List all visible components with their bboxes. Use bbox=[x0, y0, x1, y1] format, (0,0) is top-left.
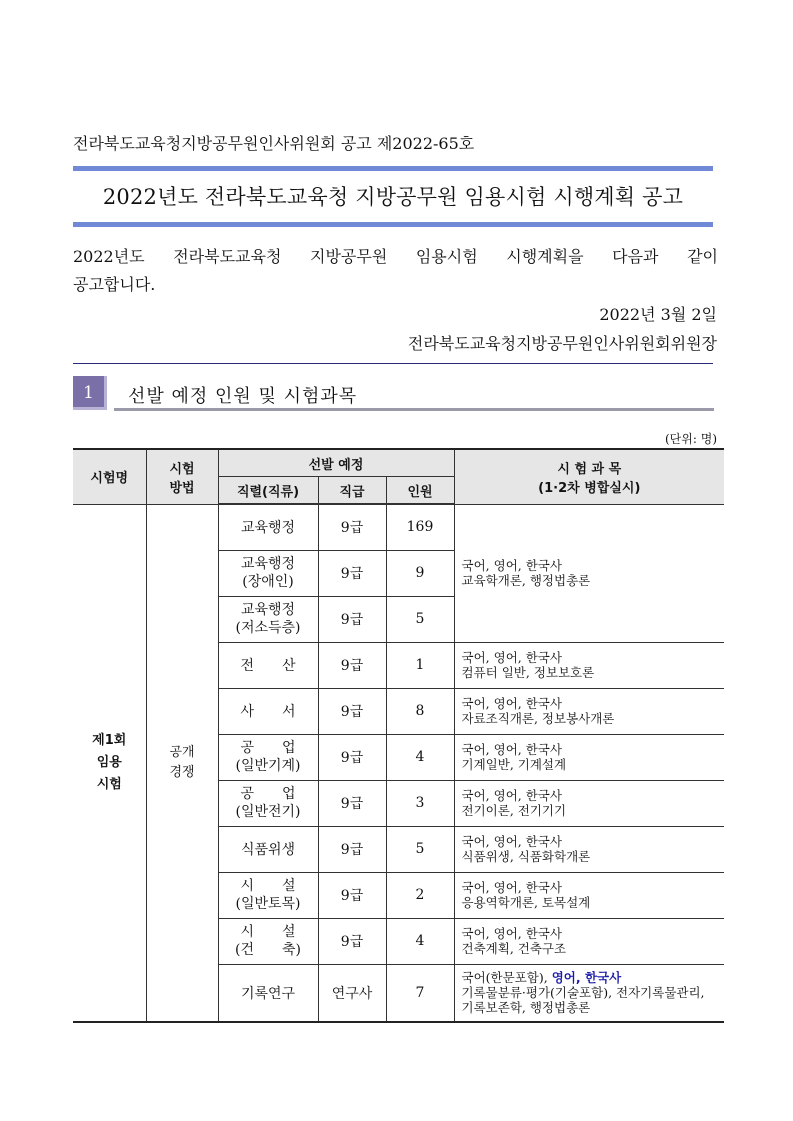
header-method: 시험 방법 bbox=[146, 449, 218, 504]
subjects-cell: 국어, 영어, 한국사 기계일반, 기계설계 bbox=[454, 734, 724, 780]
section-separator bbox=[73, 363, 713, 364]
section-rule bbox=[114, 408, 714, 411]
section-number: 1 bbox=[73, 376, 107, 410]
header-planned: 선발 예정 bbox=[218, 449, 454, 477]
position-cell: 교육행정 bbox=[218, 504, 318, 550]
grade-cell: 9급 bbox=[318, 642, 386, 688]
count-cell: 4 bbox=[386, 918, 454, 964]
subjects-cell: 국어(한문포함), 영어, 한국사 기록물분류·평가(기술포함), 전자기록물관리, 기록보존학, 행정법총론 bbox=[454, 964, 724, 1022]
grade-cell: 연구사 bbox=[318, 964, 386, 1022]
count-cell: 169 bbox=[386, 504, 454, 550]
subjects-cell: 국어, 영어, 한국사 컴퓨터 일반, 정보보호론 bbox=[454, 642, 724, 688]
count-cell: 9 bbox=[386, 550, 454, 596]
position-cell: 교육행정 (장애인) bbox=[218, 550, 318, 596]
grade-cell: 9급 bbox=[318, 550, 386, 596]
count-cell: 1 bbox=[386, 642, 454, 688]
grade-cell: 9급 bbox=[318, 872, 386, 918]
grade-cell: 9급 bbox=[318, 596, 386, 642]
position-cell: 공 업 (일반기계) bbox=[218, 734, 318, 780]
grade-cell: 9급 bbox=[318, 780, 386, 826]
intro-line-1: 2022년도 전라북도교육청 지방공무원 임용시험 시행계획을 다음과 같이 bbox=[73, 247, 718, 266]
title-bottom-rule bbox=[73, 222, 713, 227]
position-cell: 기록연구 bbox=[218, 964, 318, 1022]
unit-label: (단위: 명) bbox=[665, 432, 717, 446]
count-cell: 7 bbox=[386, 964, 454, 1022]
count-cell: 3 bbox=[386, 780, 454, 826]
subjects-cell: 국어, 영어, 한국사 교육학개론, 행정법총론 bbox=[454, 504, 724, 642]
document-title: 2022년도 전라북도교육청 지방공무원 임용시험 시행계획 공고 bbox=[102, 185, 684, 209]
table-row bbox=[73, 504, 724, 550]
position-cell: 교육행정 (저소득층) bbox=[218, 596, 318, 642]
grade-cell: 9급 bbox=[318, 734, 386, 780]
subjects-cell: 국어, 영어, 한국사 자료조직개론, 정보봉사개론 bbox=[454, 688, 724, 734]
position-cell: 시 설 (건 축) bbox=[218, 918, 318, 964]
header-subjects: 시 험 과 목 (1·2차 병합실시) bbox=[454, 449, 724, 504]
title-top-rule bbox=[73, 166, 713, 171]
header-position: 직렬(직류) bbox=[218, 477, 318, 505]
section-title: 선발 예정 인원 및 시험과목 bbox=[128, 386, 358, 407]
grade-cell: 9급 bbox=[318, 826, 386, 872]
header-exam-name: 시험명 bbox=[73, 449, 146, 504]
header-count: 인원 bbox=[386, 477, 454, 505]
position-cell: 공 업 (일반전기) bbox=[218, 780, 318, 826]
intro-line-2: 공고합니다. bbox=[73, 275, 156, 294]
signer: 전라북도교육청지방공무원인사위원회위원장 bbox=[407, 334, 717, 353]
subjects-cell: 국어, 영어, 한국사 응용역학개론, 토목설계 bbox=[454, 872, 724, 918]
subjects-cell: 국어, 영어, 한국사 건축계획, 건축구조 bbox=[454, 918, 724, 964]
count-cell: 5 bbox=[386, 596, 454, 642]
position-cell: 전 산 bbox=[218, 642, 318, 688]
subjects-cell: 국어, 영어, 한국사 전기이론, 전기기기 bbox=[454, 780, 724, 826]
count-cell: 2 bbox=[386, 872, 454, 918]
exam-name-cell: 제1회 임용 시험 bbox=[73, 504, 146, 1022]
subjects-cell: 국어, 영어, 한국사 식품위생, 식품화학개론 bbox=[454, 826, 724, 872]
grade-cell: 9급 bbox=[318, 504, 386, 550]
position-cell: 식품위생 bbox=[218, 826, 318, 872]
count-cell: 4 bbox=[386, 734, 454, 780]
header-grade: 직급 bbox=[318, 477, 386, 505]
count-cell: 8 bbox=[386, 688, 454, 734]
grade-cell: 9급 bbox=[318, 688, 386, 734]
grade-cell: 9급 bbox=[318, 918, 386, 964]
notice-number: 전라북도교육청지방공무원인사위원회 공고 제2022-65호 bbox=[73, 134, 475, 153]
position-cell: 시 설 (일반토목) bbox=[218, 872, 318, 918]
count-cell: 5 bbox=[386, 826, 454, 872]
exam-table bbox=[73, 448, 724, 1023]
announcement-date: 2022년 3월 2일 bbox=[599, 305, 717, 324]
highlighted-subjects: 영어, 한국사 bbox=[551, 970, 622, 986]
method-cell: 공개 경쟁 bbox=[146, 504, 218, 1022]
position-cell: 사 서 bbox=[218, 688, 318, 734]
